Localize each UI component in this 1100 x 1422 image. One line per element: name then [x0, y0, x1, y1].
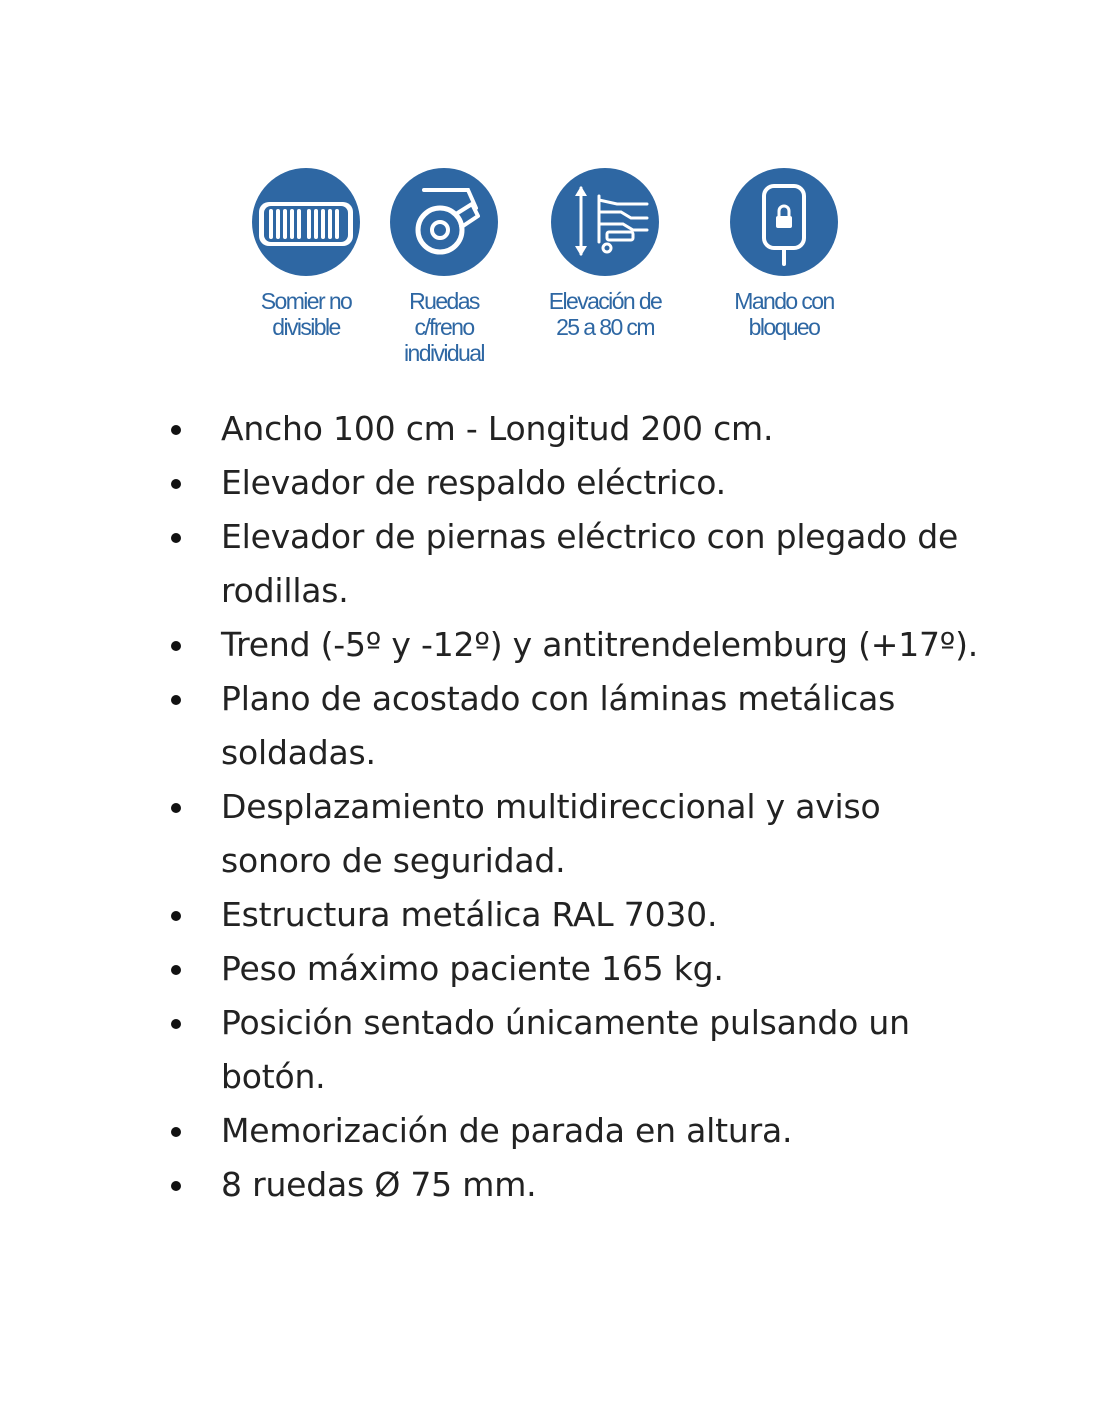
feature-locked-remote	[694, 168, 874, 340]
feature-caption: Elevación de 25 a 80 cm	[548, 288, 662, 340]
feature-height-range	[515, 168, 695, 340]
bullet-icon	[171, 803, 181, 813]
height-adjust-icon	[551, 168, 659, 276]
bullet-icon	[171, 965, 181, 975]
list-item	[0, 1158, 1100, 1212]
spec-text: Trend (-5º y -12º) y antitrendelemburg (+17º).	[221, 625, 979, 664]
list-item	[0, 402, 1100, 456]
spec-text: Estructura metálica RAL 7030.	[221, 895, 718, 934]
bullet-icon	[171, 695, 181, 705]
bullet-icon	[171, 479, 181, 489]
list-item	[0, 888, 1100, 942]
list-item	[0, 996, 1100, 1104]
locked-remote-icon	[730, 168, 838, 276]
spec-text: Posición sentado únicamente pulsando un botón.	[221, 1003, 910, 1096]
spec-text: Ancho 100 cm - Longitud 200 cm.	[221, 409, 774, 448]
bullet-icon	[171, 533, 181, 543]
bullet-icon	[171, 911, 181, 921]
bullet-icon	[171, 425, 181, 435]
list-item	[0, 1104, 1100, 1158]
list-item	[0, 618, 1100, 672]
feature-icons-row	[0, 168, 1100, 378]
list-item	[0, 672, 1100, 780]
list-item	[0, 510, 1100, 618]
spec-text: Elevador de respaldo eléctrico.	[221, 463, 726, 502]
spec-text: 8 ruedas Ø 75 mm.	[221, 1165, 537, 1204]
bullet-icon	[171, 641, 181, 651]
list-item	[0, 780, 1100, 888]
spec-text: Memorización de parada en altura.	[221, 1111, 793, 1150]
spec-text: Peso máximo paciente 165 kg.	[221, 949, 724, 988]
spec-text: Plano de acostado con láminas metálicas soldadas.	[221, 679, 896, 772]
bullet-icon	[171, 1127, 181, 1137]
spec-text: Elevador de piernas eléctrico con plegado de rodillas.	[221, 517, 959, 610]
list-item	[0, 942, 1100, 996]
bullet-icon	[171, 1181, 181, 1191]
feature-caption: Mando con bloqueo	[734, 288, 834, 340]
bullet-icon	[171, 1019, 181, 1029]
mattress-icon	[252, 168, 360, 276]
feature-brake-wheels	[354, 168, 534, 366]
feature-caption: Ruedas c/freno individual	[404, 288, 484, 366]
feature-caption: Somier no divisible	[260, 288, 352, 340]
brake-wheel-icon	[390, 168, 498, 276]
spec-text: Desplazamiento multidireccional y aviso sonoro de seguridad.	[221, 787, 881, 880]
spec-list	[0, 402, 1100, 1212]
list-item	[0, 456, 1100, 510]
